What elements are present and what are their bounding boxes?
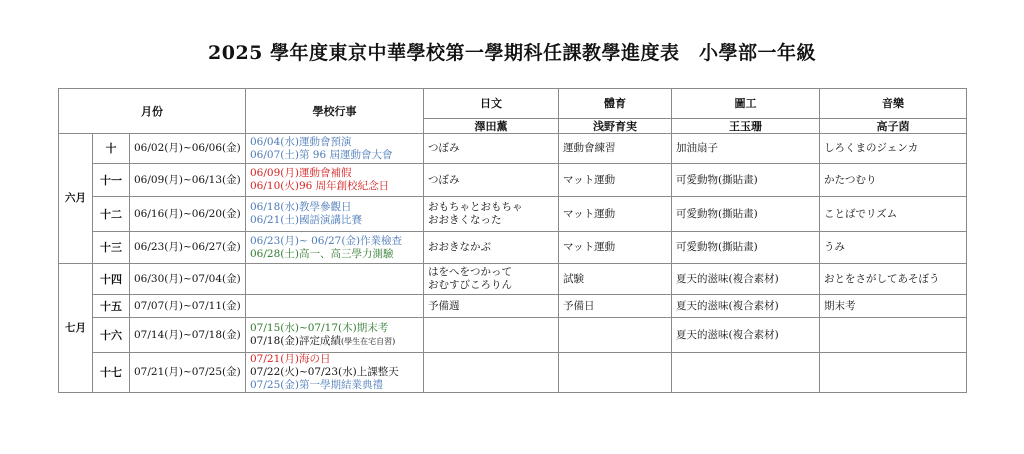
events-cell (246, 318, 424, 353)
events-cell (246, 353, 424, 393)
month-cell: 七月 (59, 264, 93, 393)
events-cell (246, 264, 424, 295)
event-text: 07/18(金)評定成績 (250, 335, 341, 347)
music-content: 期末考 (820, 295, 967, 318)
japanese-line: おむすびころりん (428, 279, 512, 291)
event-line (250, 136, 419, 149)
art-content: 夏天的滋味(複合素材) (672, 264, 820, 295)
week-dates: 07/07(月)~07/11(金) (130, 295, 246, 318)
week-number: 十六 (93, 318, 130, 353)
week-dates: 06/16(月)~06/20(金) (130, 197, 246, 232)
week-number: 十 (93, 134, 130, 164)
week-dates: 06/23(月)~06/27(金) (130, 232, 246, 264)
week-number: 十三 (93, 232, 130, 264)
japanese-line: つぼみ (428, 142, 460, 154)
event-line (250, 201, 419, 214)
event-line (250, 335, 419, 348)
japanese-line: つぼみ (428, 173, 460, 186)
music-content (820, 353, 967, 393)
japanese-content (424, 353, 559, 393)
header-subject-pe: 體育 (559, 89, 672, 119)
event-line (250, 353, 419, 366)
event-line (250, 322, 419, 335)
art-content: 加油扇子 (672, 134, 820, 164)
page-title: 2025 學年度東京中華學校第一學期科任課教學進度表 小學部一年級 (208, 42, 816, 64)
teacher-pe: 浅野育実 (559, 119, 672, 134)
events-cell (246, 164, 424, 197)
music-content: かたつむり (820, 164, 967, 197)
week-row (59, 264, 967, 295)
pe-content: 予備日 (559, 295, 672, 318)
teacher-japanese: 澤田薫 (424, 119, 559, 134)
header-subject-art: 圖工 (672, 89, 820, 119)
event-line (250, 167, 419, 180)
japanese-line: 予備週 (428, 299, 460, 312)
week-number: 十二 (93, 197, 130, 232)
pe-content: マット運動 (559, 197, 672, 232)
week-number: 十七 (93, 353, 130, 393)
japanese-content (424, 232, 559, 264)
japanese-content (424, 164, 559, 197)
japanese-line: おおきくなった (428, 214, 502, 226)
japanese-line: おもちゃとおもちゃ (428, 201, 523, 213)
week-number: 十五 (93, 295, 130, 318)
event-text: 06/10(火)96 周年創校紀念日 (250, 180, 390, 192)
event-line (250, 366, 419, 379)
week-dates: 07/21(月)~07/25(金) (130, 353, 246, 393)
week-dates: 07/14(月)~07/18(金) (130, 318, 246, 353)
event-text: 06/21(土)國語演講比賽 (250, 214, 362, 226)
events-cell (246, 295, 424, 318)
event-line (250, 180, 419, 193)
header-subject-japanese: 日文 (424, 89, 559, 119)
event-text: 07/15(水)~07/17(木)期末考 (250, 322, 389, 334)
week-dates: 06/02(月)~06/06(金) (130, 134, 246, 164)
pe-content (559, 353, 672, 393)
pe-content: マット運動 (559, 232, 672, 264)
japanese-content (424, 264, 559, 295)
pe-content (559, 318, 672, 353)
week-row (59, 318, 967, 353)
week-row (59, 197, 967, 232)
event-text: 06/18(水)教學參觀日 (250, 201, 352, 213)
teacher-art: 王玉珊 (672, 119, 820, 134)
month-cell: 六月 (59, 134, 93, 264)
pe-content: 試験 (559, 264, 672, 295)
japanese-line: おおきなかぶ (428, 241, 491, 253)
event-text: 07/25(金)第一學期結業典禮 (250, 379, 383, 391)
events-cell (246, 232, 424, 264)
week-dates: 06/09(月)~06/13(金) (130, 164, 246, 197)
events-cell (246, 197, 424, 232)
event-line (250, 248, 419, 261)
week-row (59, 295, 967, 318)
music-content: おとをさがしてあそぼう (820, 264, 967, 295)
header-row (59, 89, 967, 119)
japanese-content (424, 197, 559, 232)
header-events: 學校行事 (246, 89, 424, 134)
week-row (59, 353, 967, 393)
week-number: 十一 (93, 164, 130, 197)
music-content: うみ (820, 232, 967, 264)
event-line (250, 214, 419, 227)
japanese-content (424, 318, 559, 353)
event-text: 07/22(火)~07/23(水)上課整天 (250, 366, 399, 378)
japanese-content (424, 134, 559, 164)
week-row (59, 232, 967, 264)
event-text: 06/09(月)運動會補假 (250, 167, 352, 179)
event-line (250, 235, 419, 248)
japanese-content (424, 295, 559, 318)
event-text: 06/07(土)第 96 屆運動會大會 (250, 148, 393, 161)
music-content: しろくまのジェンカ (820, 134, 967, 164)
event-text: 06/28(土)高一、高三學力測驗 (250, 247, 394, 260)
art-content: 可愛動物(撕貼畫) (672, 232, 820, 264)
art-content (672, 353, 820, 393)
japanese-line: はをへをつかって (428, 266, 512, 278)
week-row (59, 164, 967, 197)
art-content: 夏天的滋味(複合素材) (672, 318, 820, 353)
event-line (250, 379, 419, 392)
week-dates: 06/30(月)~07/04(金) (130, 264, 246, 295)
music-content (820, 318, 967, 353)
schedule-table (58, 88, 967, 393)
week-row (59, 134, 967, 164)
events-cell (246, 134, 424, 164)
pe-content: マット運動 (559, 164, 672, 197)
header-month: 月份 (59, 89, 246, 134)
art-content: 可愛動物(撕貼畫) (672, 197, 820, 232)
art-content: 夏天的滋味(複合素材) (672, 295, 820, 318)
event-text: 06/23(月)~ 06/27(金)作業檢查 (250, 234, 403, 247)
pe-content: 運動會練習 (559, 134, 672, 164)
week-number: 十四 (93, 264, 130, 295)
event-text: 06/04(水)運動會預演 (250, 135, 352, 148)
music-content: ことばでリズム (820, 197, 967, 232)
art-content: 可愛動物(撕貼畫) (672, 164, 820, 197)
teacher-music: 高子茵 (820, 119, 967, 134)
event-line (250, 149, 419, 162)
event-text: 07/21(月)海の日 (250, 353, 331, 365)
header-subject-music: 音樂 (820, 89, 967, 119)
event-note: (學生在宅自習) (340, 337, 396, 346)
